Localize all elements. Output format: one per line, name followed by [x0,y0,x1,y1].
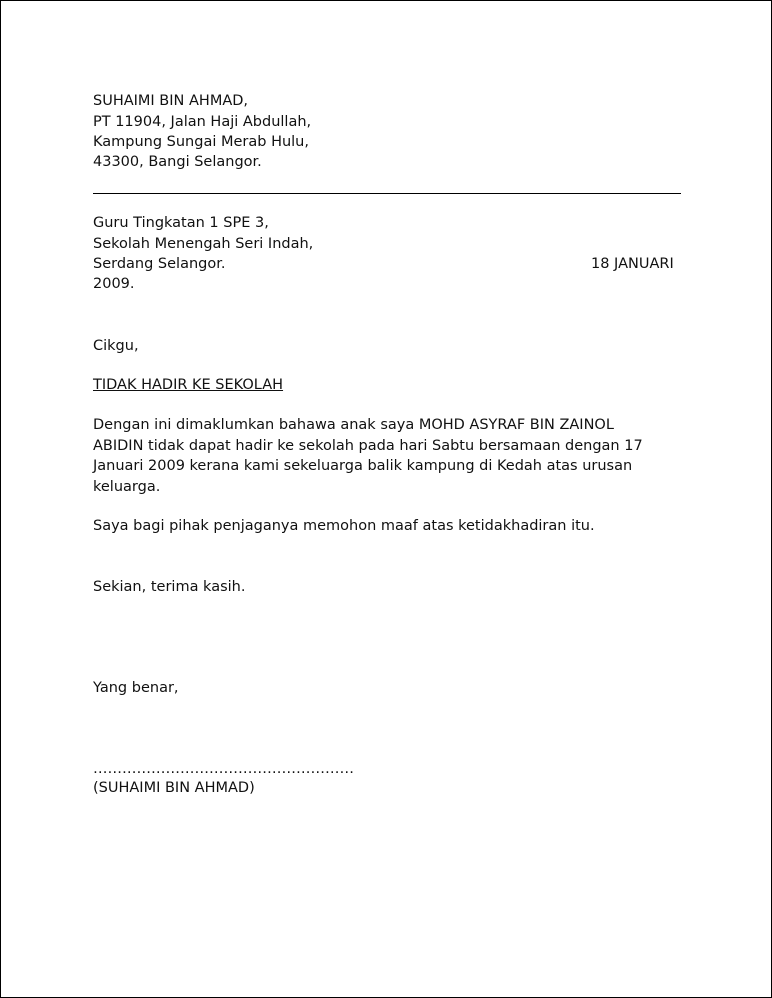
recipient-line: Guru Tingkatan 1 SPE 3, [93,215,269,231]
signatory-name: (SUHAIMI BIN AHMAD) [93,780,255,796]
letter-date: 18 JANUARI [591,256,674,272]
signature-line: ……………………………………………… [93,761,354,777]
body-paragraph: Saya bagi pihak penjaganya memohon maaf atas ketidakhadiran itu. [93,518,595,534]
body-paragraph-line: Januari 2009 kerana kami sekeluarga balik kampung di Kedah atas urusan [93,458,633,474]
recipient-line: Sekolah Menengah Seri Indah, [93,236,314,252]
body-paragraph-line: keluarga. [93,479,161,495]
recipient-line: Serdang Selangor. [93,256,226,272]
closing-line: Sekian, terima kasih. [93,579,246,595]
header-divider [93,193,681,194]
sender-address-line: 43300, Bangi Selangor. [93,154,262,170]
sender-address-line: PT 11904, Jalan Haji Abdullah, [93,114,312,130]
salutation: Cikgu, [93,338,139,354]
body-paragraph-line: Dengan ini dimaklumkan bahawa anak saya MOHD ASYRAF BIN ZAINOL [93,417,614,433]
signoff: Yang benar, [93,680,179,696]
sender-address-line: Kampung Sungai Merab Hulu, [93,134,309,150]
letter-date-year: 2009. [93,276,135,292]
sender-name: SUHAIMI BIN AHMAD, [93,93,249,109]
letter-subject: TIDAK HADIR KE SEKOLAH [93,377,284,393]
body-paragraph-line: ABIDIN tidak dapat hadir ke sekolah pada hari Sabtu bersamaan dengan 17 [93,438,643,454]
